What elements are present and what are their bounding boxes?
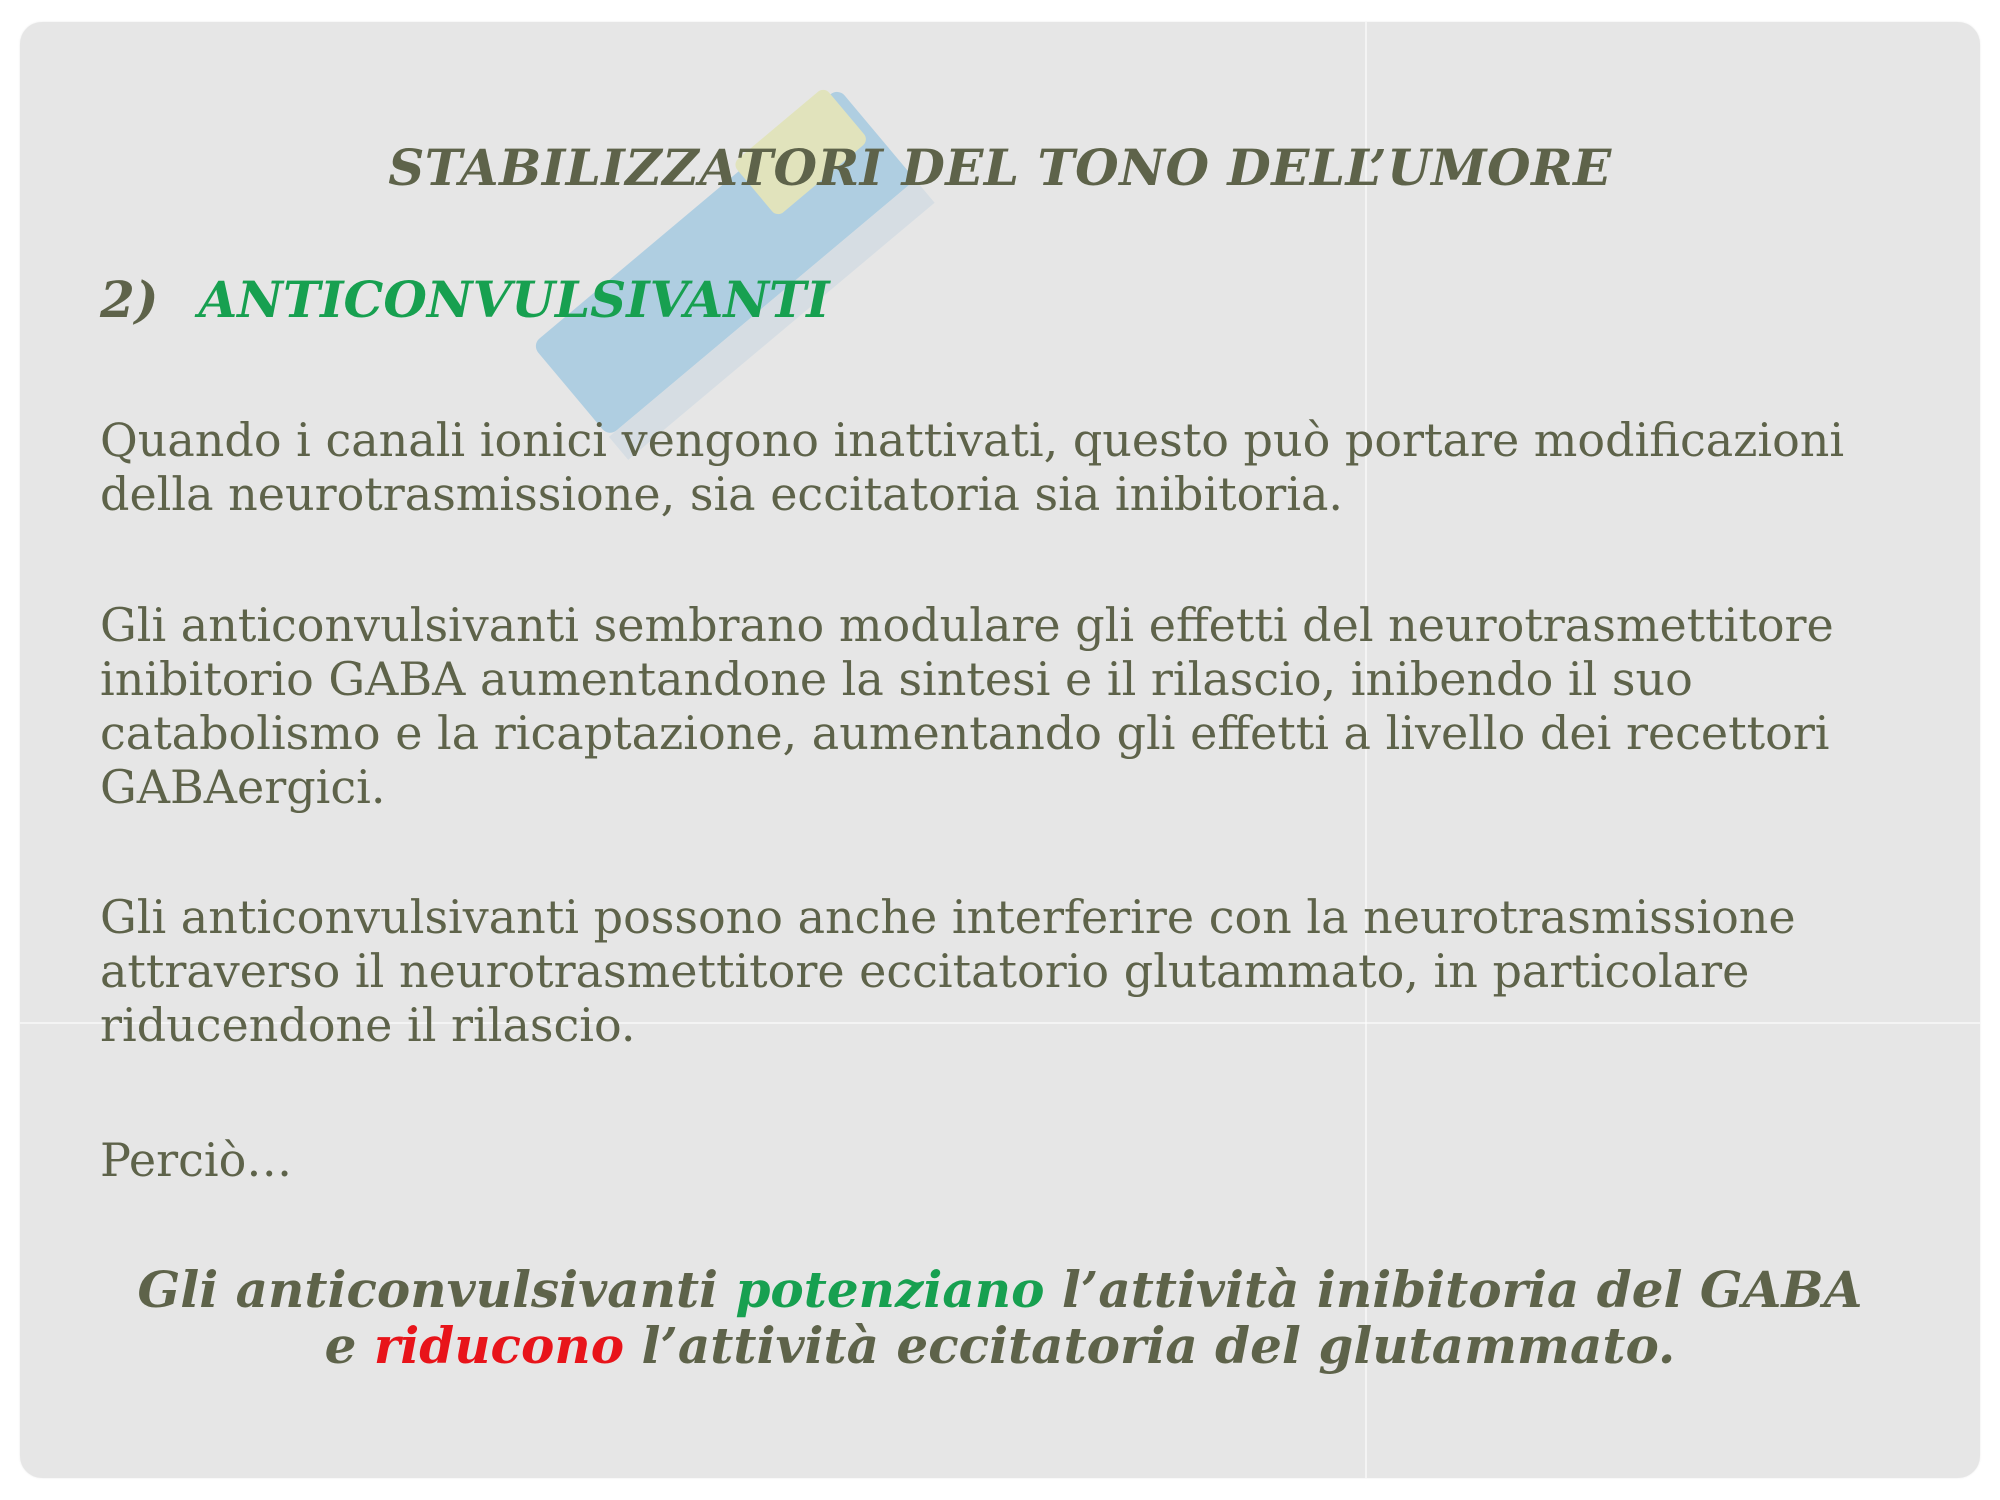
conclusion-text: Gli anticonvulsivanti <box>137 1260 736 1319</box>
section-label: ANTICONVULSIVANTI <box>198 270 830 329</box>
conclusion-text: e <box>324 1316 374 1375</box>
conclusion-text: l’attività inibitoria del GABA <box>1044 1260 1863 1319</box>
section-number: 2) <box>100 270 159 329</box>
conclusion-line-1 <box>0 1262 2000 1318</box>
section-heading <box>100 270 830 329</box>
conclusion <box>0 1262 2000 1374</box>
paragraph-gaba: Gli anticonvulsivanti sembrano modulare gli effetti del neurotrasmettitore inibitorio GABA aumentandone la sintesi e il rilascio, inibendo il suo catabolismo e la ricaptazione, aumentando gli effetti a livello dei recettori GABAergici. <box>100 598 1834 814</box>
paragraph-ion-channels: Quando i canali ionici vengono inattivati, questo può portare modificazioni della neurotrasmissione, sia eccitatoria sia inibitoria. <box>100 413 1845 521</box>
paragraph-therefore: Perciò… <box>100 1133 293 1187</box>
paragraph-glutamate: Gli anticonvulsivanti possono anche interferire con la neurotrasmissione attraverso il neurotrasmettitore eccitatorio glutammato, in particolare riducendone il rilascio. <box>100 890 1796 1052</box>
conclusion-line-2 <box>0 1318 2000 1374</box>
conclusion-text: l’attività eccitatoria del glutammato. <box>624 1316 1676 1375</box>
highlight-potenziano: potenziano <box>735 1260 1045 1319</box>
highlight-riducono: riducono <box>373 1316 625 1375</box>
slide-title: STABILIZZATORI DEL TONO DELL’UMORE <box>388 138 1612 197</box>
